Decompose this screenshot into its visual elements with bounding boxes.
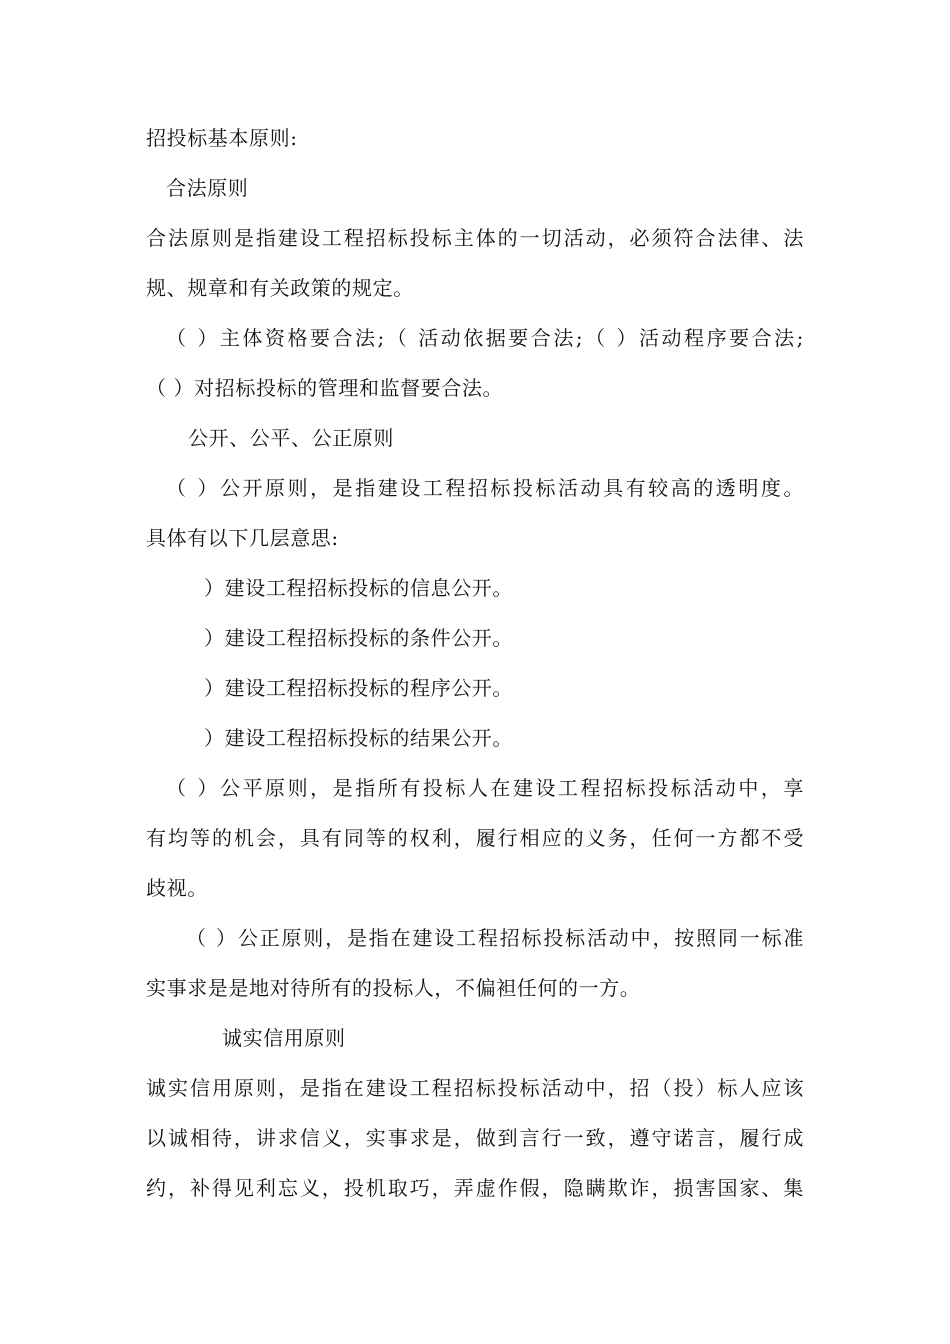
paragraph-line: 有均等的机会，具有同等的权利，履行相应的义务，任何一方都不受	[146, 826, 804, 850]
list-line: （ ）主体资格要合法;（ 活动依据要合法;（ ）活动程序要合法;	[166, 326, 804, 350]
paragraph-line: （ ）公平原则，是指所有投标人在建设工程招标投标活动中，享	[166, 776, 804, 800]
paragraph-line: （ ）公正原则，是指在建设工程招标投标活动中，按照同一标准	[186, 926, 804, 950]
section-heading-honesty: 诚实信用原则	[222, 1026, 346, 1050]
document-title: 招投标基本原则:	[146, 126, 298, 150]
paragraph-line: 合法原则是指建设工程招标投标主体的一切活动，必须符合法律、法	[146, 226, 804, 250]
paragraph-line: 实事求是是地对待所有的投标人，不偏袒任何的一方。	[146, 976, 641, 1000]
paragraph-line: 歧视。	[146, 876, 208, 900]
list-item: ）建设工程招标投标的信息公开。	[204, 576, 513, 600]
section-heading-open-fair-just: 公开、公平、公正原则	[188, 426, 394, 450]
list-item: ）建设工程招标投标的条件公开。	[204, 626, 513, 650]
list-item: ）建设工程招标投标的结果公开。	[204, 726, 513, 750]
paragraph-line: 具体有以下几层意思:	[146, 526, 339, 550]
section-heading-legal: 合法原则	[166, 176, 249, 200]
paragraph-line: 诚实信用原则，是指在建设工程招标投标活动中，招（投）标人应该	[146, 1076, 804, 1100]
paragraph-line: 约，补得见利忘义，投机取巧，弄虚作假，隐瞒欺诈，损害国家、集	[146, 1176, 804, 1200]
paragraph-line: 以诚相待，讲求信义，实事求是，做到言行一致，遵守诺言，履行成	[146, 1126, 804, 1150]
list-item: ）建设工程招标投标的程序公开。	[204, 676, 513, 700]
paragraph-line: 规、规章和有关政策的规定。	[146, 276, 414, 300]
paragraph-line: （ ）公开原则，是指建设工程招标投标活动具有较高的透明度。	[166, 476, 804, 500]
list-line: （ ）对招标投标的管理和监督要合法。	[146, 376, 504, 400]
